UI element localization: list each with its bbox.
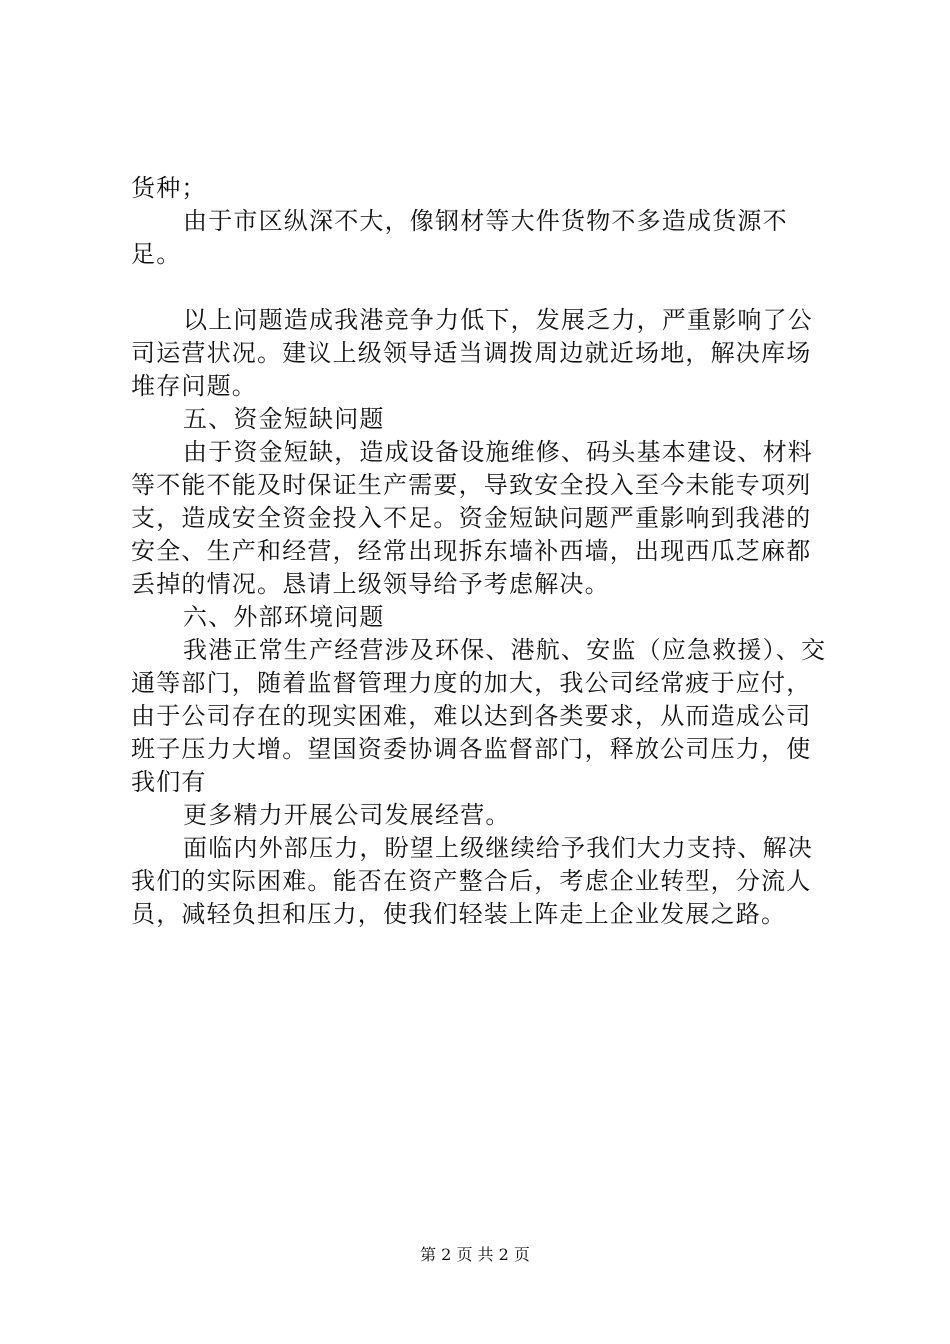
- paragraph-environment: 我港正常生产经营涉及环保、港航、安监（应急救援）、交通等部门，随着监督管理力度的加大，我公司经常疲于应付，由于公司存在的现实困难，难以达到各类要求，从而造成公司班子压力大增。望国资委协调各监督部门，释放公司压力，使我们有: [131, 636, 827, 796]
- paragraph-competitiveness: 以上问题造成我港竞争力低下，发展乏力，严重影响了公司运营状况。建议上级领导适当调拨周边就近场地，解决库场堆存问题。: [131, 306, 813, 400]
- document-body: [131, 172, 831, 931]
- page-footer: 第 2 页 共 2 页: [420, 1245, 530, 1264]
- section-heading-environment: 六、外部环境问题: [183, 603, 385, 631]
- paragraph-cargo-shortage: 由于市区纵深不大，像钢材等大件货物不多造成货源不足。: [131, 207, 788, 268]
- paragraph-cargo-types: 货种；: [131, 174, 207, 202]
- paragraph-funding: 由于资金短缺，造成设备设施维修、码头基本建设、材料等不能不能及时保证生产需要，导致安全投入至今未能专项列支，造成安全资金投入不足。资金短缺问题严重影响到我港的安全、生产和经营，经常出现拆东墙补西墙，出现西瓜芝麻都丢掉的情况。恳请上级领导给予考虑解决。: [131, 438, 813, 598]
- paragraph-conclusion: 面临内外部压力，盼望上级继续给予我们大力支持、解决我们的实际困难。能否在资产整合后，考虑企业转型，分流人员，减轻负担和压力，使我们轻装上阵走上企业发展之路。: [131, 834, 813, 928]
- section-heading-funding: 五、资金短缺问题: [183, 405, 385, 433]
- paragraph-more-energy: 更多精力开展公司发展经营。: [183, 801, 511, 829]
